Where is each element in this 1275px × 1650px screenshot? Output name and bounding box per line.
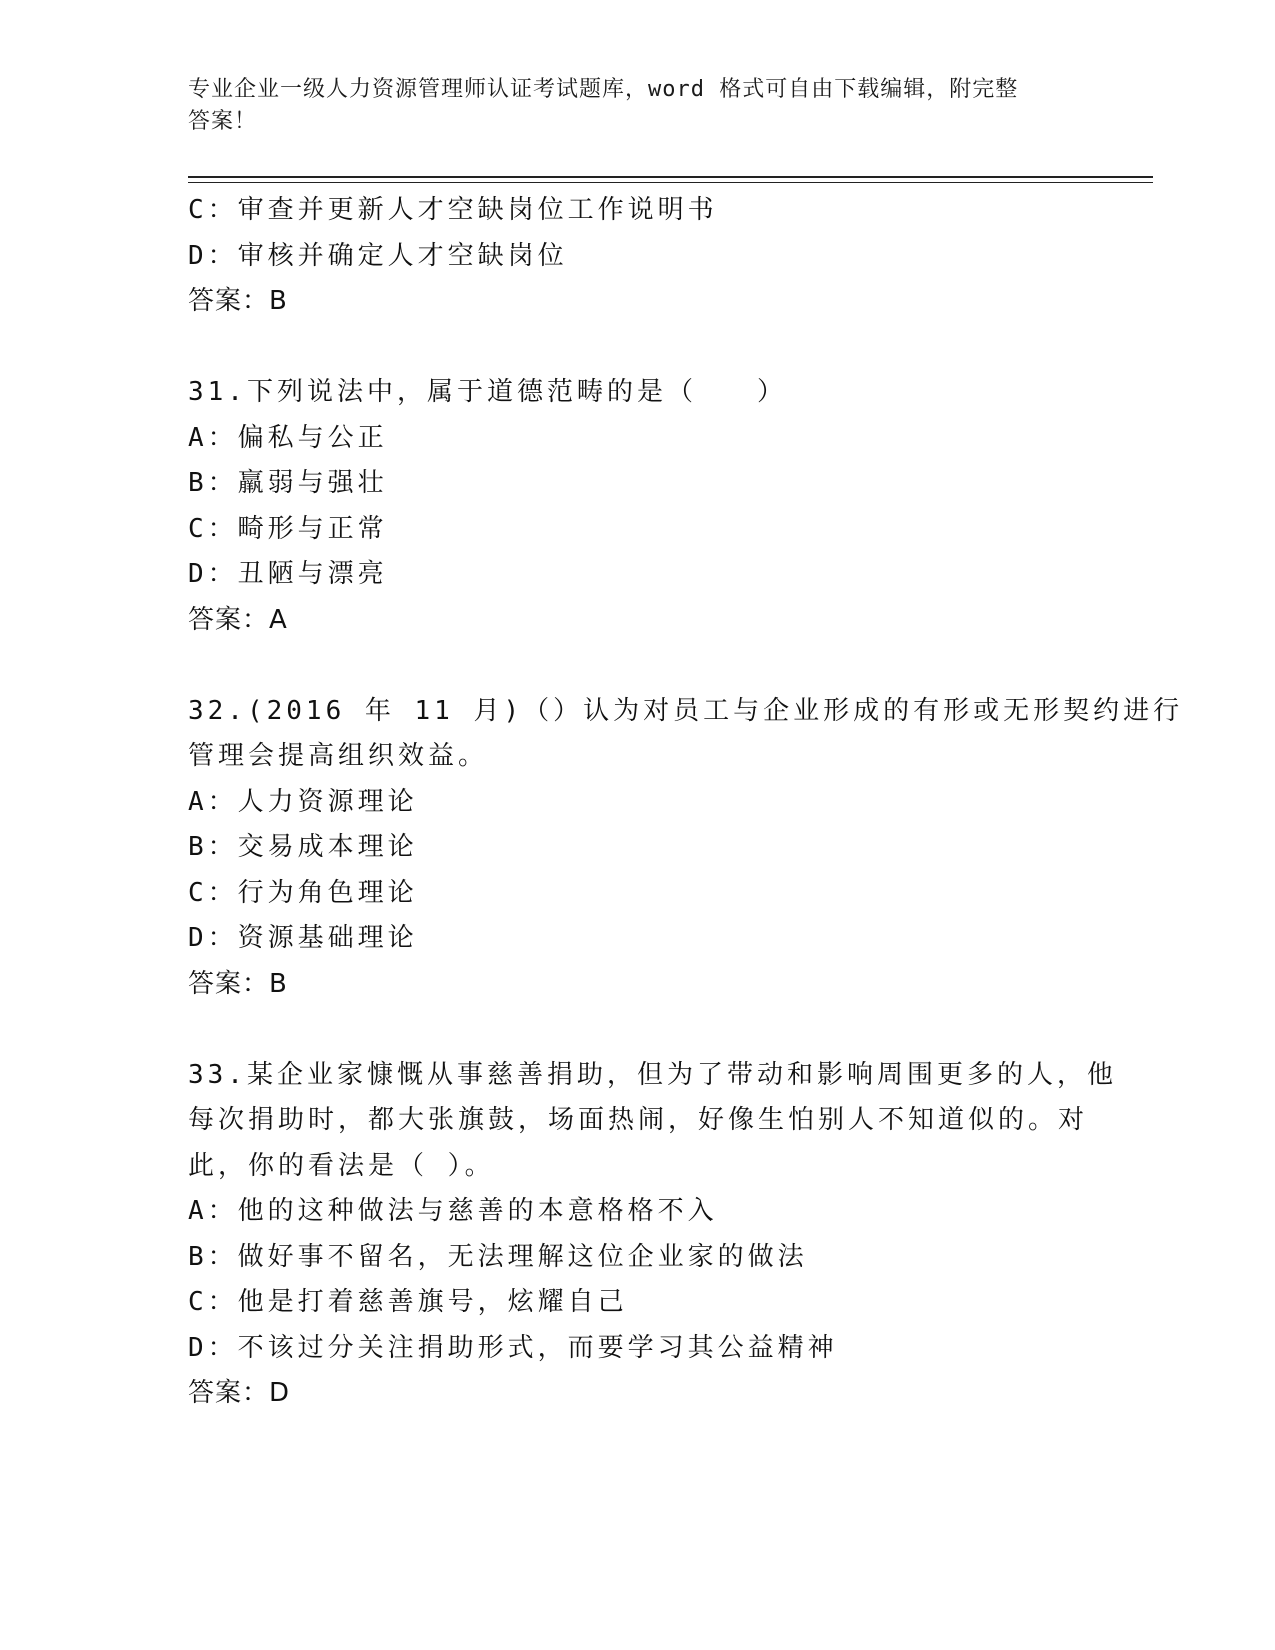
option-d: D：丑陋与漂亮 — [188, 559, 388, 589]
answer: 答案：D — [188, 1378, 291, 1408]
header-line-2: 答案！ — [188, 109, 258, 134]
question-stem-line-3: 此，你的看法是（ ）。 — [188, 1150, 495, 1181]
document-header — [188, 74, 1068, 138]
answer: 答案：B — [188, 286, 288, 316]
question-30-tail — [188, 188, 1088, 325]
header-rule-thin — [188, 182, 1153, 183]
option-c: C：行为角色理论 — [188, 877, 418, 908]
option-a: A：他的这种做法与慈善的本意格格不入 — [188, 1196, 718, 1226]
answer: 答案：A — [188, 604, 288, 635]
spacer — [188, 325, 1088, 371]
question-stem: 31.下列说法中，属于道德范畴的是（ ） — [188, 377, 787, 407]
question-stem-line-2: 管理会提高组织效益。 — [188, 741, 489, 771]
option-b: B：羸弱与强壮 — [188, 468, 388, 498]
header-rule-thick — [188, 176, 1153, 178]
question-31 — [188, 370, 1088, 643]
spacer — [188, 1007, 1088, 1053]
option-b: B：做好事不留名，无法理解这位企业家的做法 — [188, 1241, 808, 1272]
question-33 — [188, 1053, 1117, 1417]
option-d: D：资源基础理论 — [188, 923, 418, 953]
spacer — [188, 643, 1088, 689]
option-c: C：畸形与正常 — [188, 513, 388, 544]
question-32 — [188, 689, 1184, 1008]
question-stem-line-1: 33.某企业家慷慨从事慈善捐助，但为了带动和影响周围更多的人，他 — [188, 1059, 1117, 1090]
question-stem-line-2: 每次捐助时，都大张旗鼓，场面热闹，好像生怕别人不知道似的。对 — [188, 1105, 1089, 1135]
answer: 答案：B — [188, 968, 288, 999]
option-b: B：交易成本理论 — [188, 832, 418, 862]
option-a: A：偏私与公正 — [188, 422, 388, 453]
header-line-1: 专业企业一级人力资源管理师认证考试题库，word 格式可自由下载编辑，附完整 — [188, 77, 1019, 102]
option-c: C：他是打着慈善旗号，炫耀自己 — [188, 1287, 628, 1317]
option-d: D：审核并确定人才空缺岗位 — [188, 240, 568, 271]
question-stem-line-1: 32.(2016 年 11 月)（）认为对员工与企业形成的有形或无形契约进行 — [188, 695, 1184, 726]
option-c: C：审查并更新人才空缺岗位工作说明书 — [188, 195, 718, 225]
option-a: A：人力资源理论 — [188, 786, 418, 817]
question-content — [188, 188, 1184, 1417]
option-d: D：不该过分关注捐助形式，而要学习其公益精神 — [188, 1332, 838, 1363]
